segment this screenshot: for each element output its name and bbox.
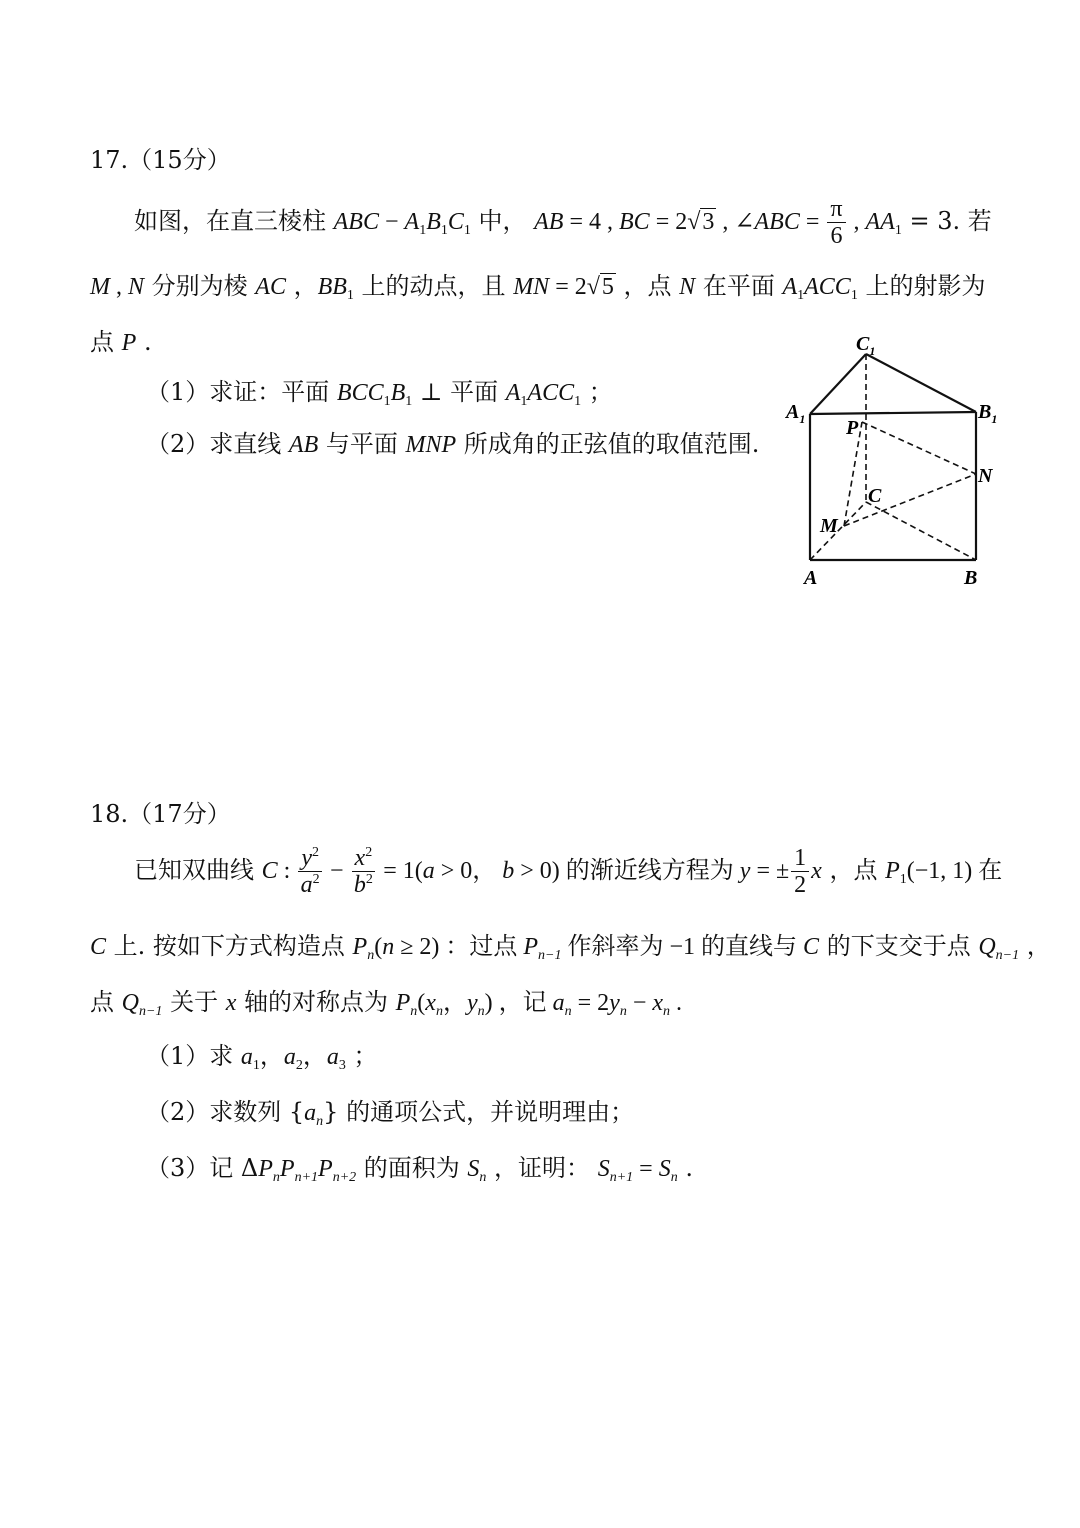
problem-17-intro: 如图，在直三棱柱 ABC − $A_1B_1C_1$ 中， AB = 4 , BC = 2√3 , ∠ABC = $\frac{\pi}{6}$ , $AA_1 = 3$. 若 xyxy=(134,196,992,249)
problem-17-header: 17.（15分） xyxy=(90,146,231,174)
edge-c1-b1 xyxy=(866,354,976,412)
problem-17-question-1: （1）求证：平面 $BCC_1B_1$ ⊥ 平面 $A_1ACC_1$ ； xyxy=(146,378,613,409)
problem-18-header: 18.（17分） xyxy=(90,800,231,828)
problem-18-line-2: C 上. 按如下方式构造点 $P_n(n \ge 2)$ ：过点 $P_{n-1}$ 作斜率为 −1 的直线与 C 的下支交于点 $Q_{n-1}$ ， xyxy=(90,932,1051,963)
edge-a-c xyxy=(810,502,866,560)
sqrt-5: √5 xyxy=(586,274,614,300)
label-a1: $A_1$ xyxy=(786,401,806,426)
label-b1: $B_1$ xyxy=(978,401,998,426)
label-m: M xyxy=(820,515,838,537)
fraction-y2-over-a2: $\frac{y^2}{a^2}$ xyxy=(298,845,322,898)
problem-18-line-3: 点 $Q_{n-1}$ 关于 x 轴的对称点为 $P_n(x_n$，$y_n$) ，记 $a_n = 2y_n - x_n$ . xyxy=(90,988,683,1019)
label-a: A xyxy=(804,567,818,589)
sqrt-3: √3 xyxy=(687,209,715,235)
problem-18-question-2: （2）求数列 $\{a_n\}$ 的通项公式，并说明理由； xyxy=(146,1098,635,1129)
fraction-x2-over-b2: $\frac{x^2}{b^2}$ xyxy=(352,845,376,898)
label-p: P xyxy=(846,417,859,439)
segment-p-n xyxy=(862,422,976,474)
problem-18-intro: 已知双曲线 C : $\frac{y^2}{a^2}$ − $\frac{x^2}{b^2}$ = 1(a > 0， b > 0) 的渐近线方程为 y = ± $\frac{1}{2}$ x ，点 $P_1(-1$, 1) 在 xyxy=(134,845,1003,898)
label-b: B xyxy=(964,567,978,589)
fraction-pi-over-6: $\frac{\pi}{6}$ xyxy=(827,196,845,249)
label-n: N xyxy=(978,465,993,487)
problem-18-question-1: （1）求 $a_1$，$a_2$，$a_3$ ； xyxy=(146,1042,378,1073)
prism-figure xyxy=(780,330,1010,590)
label-c: C xyxy=(868,485,882,507)
problem-18-question-3: （3）记 $\Delta P_nP_{n+1}P_{n+2}$ 的面积为 $S_n$ ，证明： $S_{n+1} = S_n$ . xyxy=(146,1154,693,1185)
edge-a1-b1 xyxy=(810,412,976,414)
problem-17-line-2: M , N 分别为棱 AC ，$BB_1$ 上的动点，且 MN = 2√5 ，点 N 在平面 $A_1ACC_1$ 上的射影为 xyxy=(90,272,986,303)
fraction-one-half: $\frac{1}{2}$ xyxy=(791,845,809,898)
label-c1: $C_1$ xyxy=(856,333,876,358)
problem-17-question-2: （2）求直线 AB 与平面 MNP 所成角的正弦值的取值范围. xyxy=(146,430,760,458)
segment-m-n xyxy=(844,474,976,526)
problem-17-line-3: 点 P . xyxy=(90,328,152,356)
edge-a1-c1 xyxy=(810,354,866,414)
